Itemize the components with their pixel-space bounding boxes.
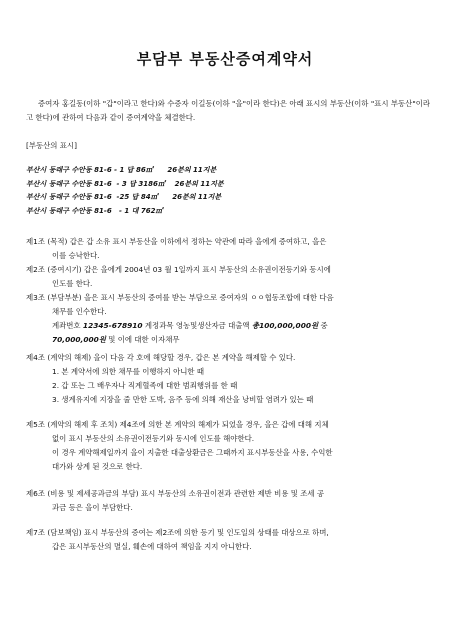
article-5 [26,418,432,474]
article-4-item: 1. 본 계약서에 의한 채무를 이행하지 아니한 때 [52,367,205,376]
article-5-cont: 없이 표시 부동산의 소유권이전등기와 동시에 인도를 해야한다. [52,434,255,443]
article-7-text: 제7조 (담보책임) 표시 부동산의 증여는 제2조에 의한 등기 및 인도일의 상태를 대상으로 하며, [26,528,329,537]
article-1-text: 제1조 (목적) 갑은 갑 소유 표시 부동산을 이하에서 정하는 약관에 따라 을에게 증여하고, 을은 [26,237,327,246]
account-details: 계정과목 영농및생산자금 대출액 [144,321,250,330]
article-4 [26,351,432,407]
article-3-loan-line [26,333,432,347]
article-3-text: 제3조 (부담부분) 을은 표시 부동산의 증여를 받는 부담으로 증여자의 ㅇㅇ협동조합에 대한 다음 [26,293,334,302]
article-3-account-line [26,319,432,333]
article-2-text: 제2조 (증여시기) 갑은 을에게 2004년 03 월 1일까지 표시 부동산의 소유권이전등기와 동시에 [26,265,331,274]
property-item: 부산시 동래구 수안동 81-6 - 3 답 3186㎡ 26분의 11지분 [26,179,224,188]
article-2 [26,263,432,291]
article-6-cont: 과금 등은 을이 부담한다. [52,503,133,512]
property-item: 부산시 동래구 수안동 81-6 - 1 대 762㎡ [26,207,163,216]
article-1 [26,235,432,263]
document-title: 부담부 부동산증여계약서 [136,50,314,68]
article-1-cont: 이를 승낙한다. [52,251,100,260]
article-5-text: 제5조 (계약의 해제 후 조치) 제4조에 의한 본 계약의 해제가 되었을 경우, 을은 갑에 대해 지체 [26,420,329,429]
property-list [26,164,426,219]
loan-total: 총100,000,000원 [251,321,319,330]
article-4-text: 제4조 (계약의 해제) 을이 다음 각 호에 해당할 경우, 갑은 본 계약을 해제할 수 있다. [26,353,296,362]
article-6-text: 제6조 (비용 및 제세공과금의 부담) 표시 부동산의 소유권이전과 관련한 제반 비용 및 조세 공 [26,489,325,498]
loan-part: 70,000,000원 [52,335,106,344]
article-7-cont: 갑은 표시부동산의 멸실, 훼손에 대하여 책임을 지지 아니한다. [52,542,252,551]
article-5-cont: 이 경우 계약해제일까지 을이 지출한 대출상환금은 그때까지 표시부동산을 사용, 수익한 [52,448,333,457]
intro-paragraph: 증여자 홍길동(이하 "갑"이라고 한다)와 수증자 이길동(이하 "을"이라 한다)은 아래 표시의 부동산(이하 "표시 부동산"이라고 한다)에 관하여 다음과 같이 증여계약을 체결한다. [26,99,430,122]
article-5-cont: 대가와 상계 된 것으로 한다. [52,462,143,471]
loan-mid: 중 [320,321,328,330]
property-heading: [부동산의 표시] [26,141,77,150]
article-2-cont: 인도를 한다. [52,279,93,288]
article-4-item: 2. 갑 또는 그 배우자나 직계혈족에 대한 범죄행위를 한 때 [52,381,238,390]
loan-tail: 및 이에 대한 이자채무 [108,335,180,344]
article-6 [26,487,432,515]
article-3 [26,291,432,347]
article-7 [26,526,432,554]
property-item: 부산시 동래구 수안동 81-6 - 1 답 86㎡ 26분의 11지분 [26,166,217,174]
article-4-item: 3. 생계유지에 지장을 줄 만한 도박, 음주 등에 의해 재산을 낭비할 염려가 있는 때 [52,395,314,404]
article-3-cont: 채무를 인수한다. [52,307,107,316]
account-number: 12345-678910 [82,321,143,330]
account-label: 계좌번호 [52,321,81,330]
property-item: 부산시 동래구 수안동 81-6 -25 답 84㎡ 26분의 11지분 [26,193,222,202]
